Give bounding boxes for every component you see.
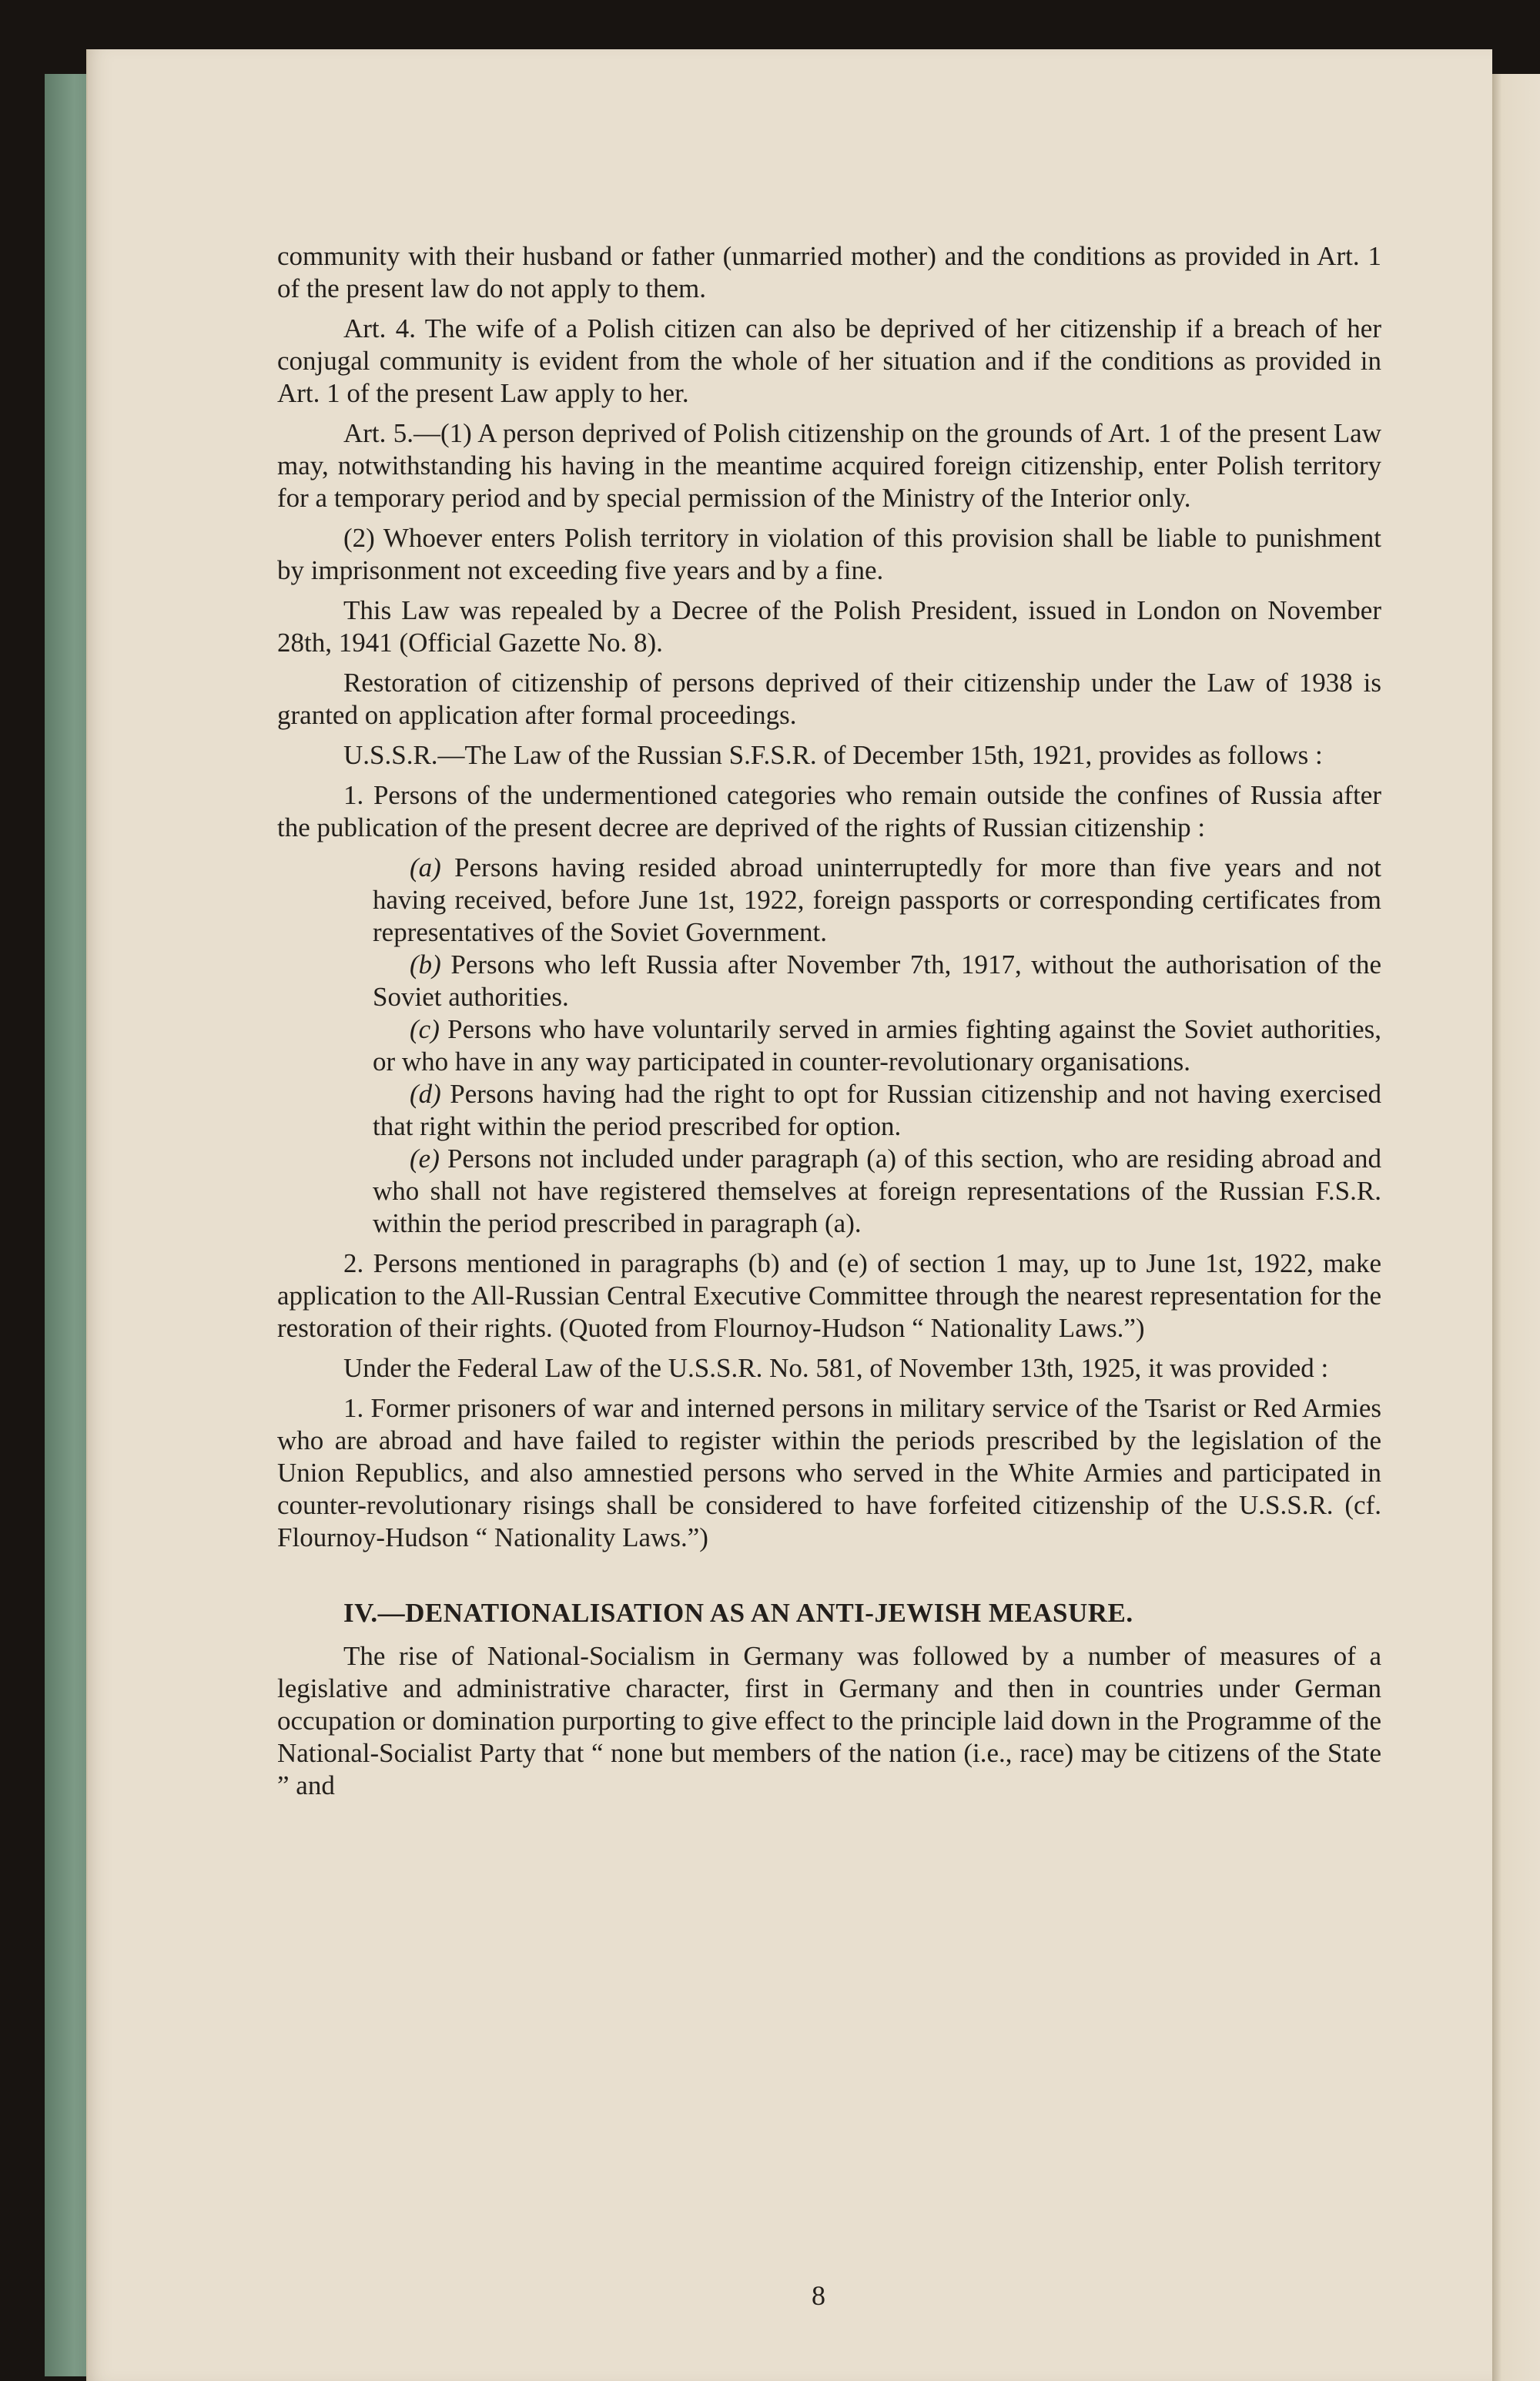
sub-item-label: (a) — [410, 852, 441, 882]
paragraph-restoration: Restoration of citizenship of persons deprived of their citizenship under the Law of 1938 is granted on application after formal proceedings. — [277, 668, 1381, 730]
paragraph-art-4: Art. 4. The wife of a Polish citizen can also be deprived of her citizenship if a breach of her conjugal community is evident from the whole of her situation and if the conditions as provided in Art. 1 of the present Law apply to her. — [277, 313, 1381, 408]
page-number: 8 — [812, 2280, 825, 2311]
sub-item-text: Persons having had the right to opt for Russian citizenship and not having exercised that right within the period prescribed for option. — [373, 1079, 1381, 1141]
paragraph-repeal: This Law was repealed by a Decree of the Polish President, issued in London on November 28th, 1941 (Official Gazette No. 8). — [277, 595, 1381, 658]
sub-item-label: (d) — [410, 1079, 441, 1109]
sub-item-text: Persons having resided abroad uninterruptedly for more than five years and not having received, before June 1st, 1922, foreign passports or corresponding certificates from representatives of the Soviet Government. — [373, 852, 1381, 947]
sub-item-b — [373, 949, 1381, 1013]
sub-item-c — [373, 1013, 1381, 1078]
sub-item-list — [277, 852, 1381, 1240]
section-heading: IV.—DENATIONALISATION AS AN ANTI-JEWISH MEASURE. — [343, 1598, 1133, 1628]
paragraph-art-5: Art. 5.—(1) A person deprived of Polish citizenship on the grounds of Art. 1 of the present Law may, notwithstanding his having in the meantime acquired foreign citizenship, enter Polish territory for a temporary period and by special permission of the Ministry of the Interior only. — [277, 418, 1381, 513]
sub-item-label: (c) — [410, 1014, 440, 1044]
adjacent-page-edge — [1492, 74, 1540, 2381]
paragraph-ussr-2: 2. Persons mentioned in paragraphs (b) and (e) of section 1 may, up to June 1st, 1922, make application to the All-Russian Central Executive Committee through the nearest representation for the restoration of their rights. (Quoted from Flournoy-Hudson “ Nationality Laws.”) — [277, 1248, 1381, 1343]
sub-item-d — [373, 1078, 1381, 1143]
sub-item-label: (b) — [410, 949, 441, 980]
paragraph-ussr: U.S.S.R.—The Law of the Russian S.F.S.R. of December 15th, 1921, provides as follows : — [343, 740, 1323, 770]
sub-item-a — [373, 852, 1381, 949]
sub-item-text: Persons who have voluntarily served in armies fighting against the Soviet authorities, or who have in any way participated in counter-revolutionary organisations. — [373, 1014, 1381, 1077]
body-text — [277, 240, 1381, 1810]
paragraph-federal-law: Under the Federal Law of the U.S.S.R. No. 581, of November 13th, 1925, it was provided : — [343, 1353, 1329, 1383]
paragraph-federal-law-1: 1. Former prisoners of war and interned persons in military service of the Tsarist or Red Armies who are abroad and have failed to register within the periods prescribed by the legislation of the Union Republics, and also amnestied persons who served in the White Armies and participated in counter-revolutionary risings shall be considered to have forfeited citizenship of the U.S.S.R. (cf. Flournoy-Hudson “ Nationality Laws.”) — [277, 1393, 1381, 1552]
paragraph: community with their husband or father (unmarried mother) and the conditions as provided in Art. 1 of the present law do not apply to them. — [277, 241, 1381, 303]
paragraph-final: The rise of National-Socialism in Germany was followed by a number of measures of a legislative and administrative character, first in Germany and then in countries under German occupation or domination purporting to give effect to the principle laid down in the Programme of the National-Socialist Party that “ none but members of the nation (i.e., race) may be citizens of the State ” and — [277, 1641, 1381, 1800]
sub-item-label: (e) — [410, 1144, 440, 1174]
sub-item-text: Persons who left Russia after November 7th, 1917, without the authorisation of the Soviet authorities. — [373, 949, 1381, 1012]
sub-item-e — [373, 1143, 1381, 1240]
paragraph-art-5-2: (2) Whoever enters Polish territory in violation of this provision shall be liable to punishment by imprisonment not exceeding five years and by a fine. — [277, 523, 1381, 585]
sub-item-text: Persons not included under paragraph (a) of this section, who are residing abroad and who shall not have registered themselves at foreign representations of the Russian F.S.R. within the period prescribed in paragraph (a). — [373, 1144, 1381, 1238]
paragraph-ussr-1: 1. Persons of the undermentioned categories who remain outside the confines of Russia after the publication of the present decree are deprived of the rights of Russian citizenship : — [277, 780, 1381, 842]
